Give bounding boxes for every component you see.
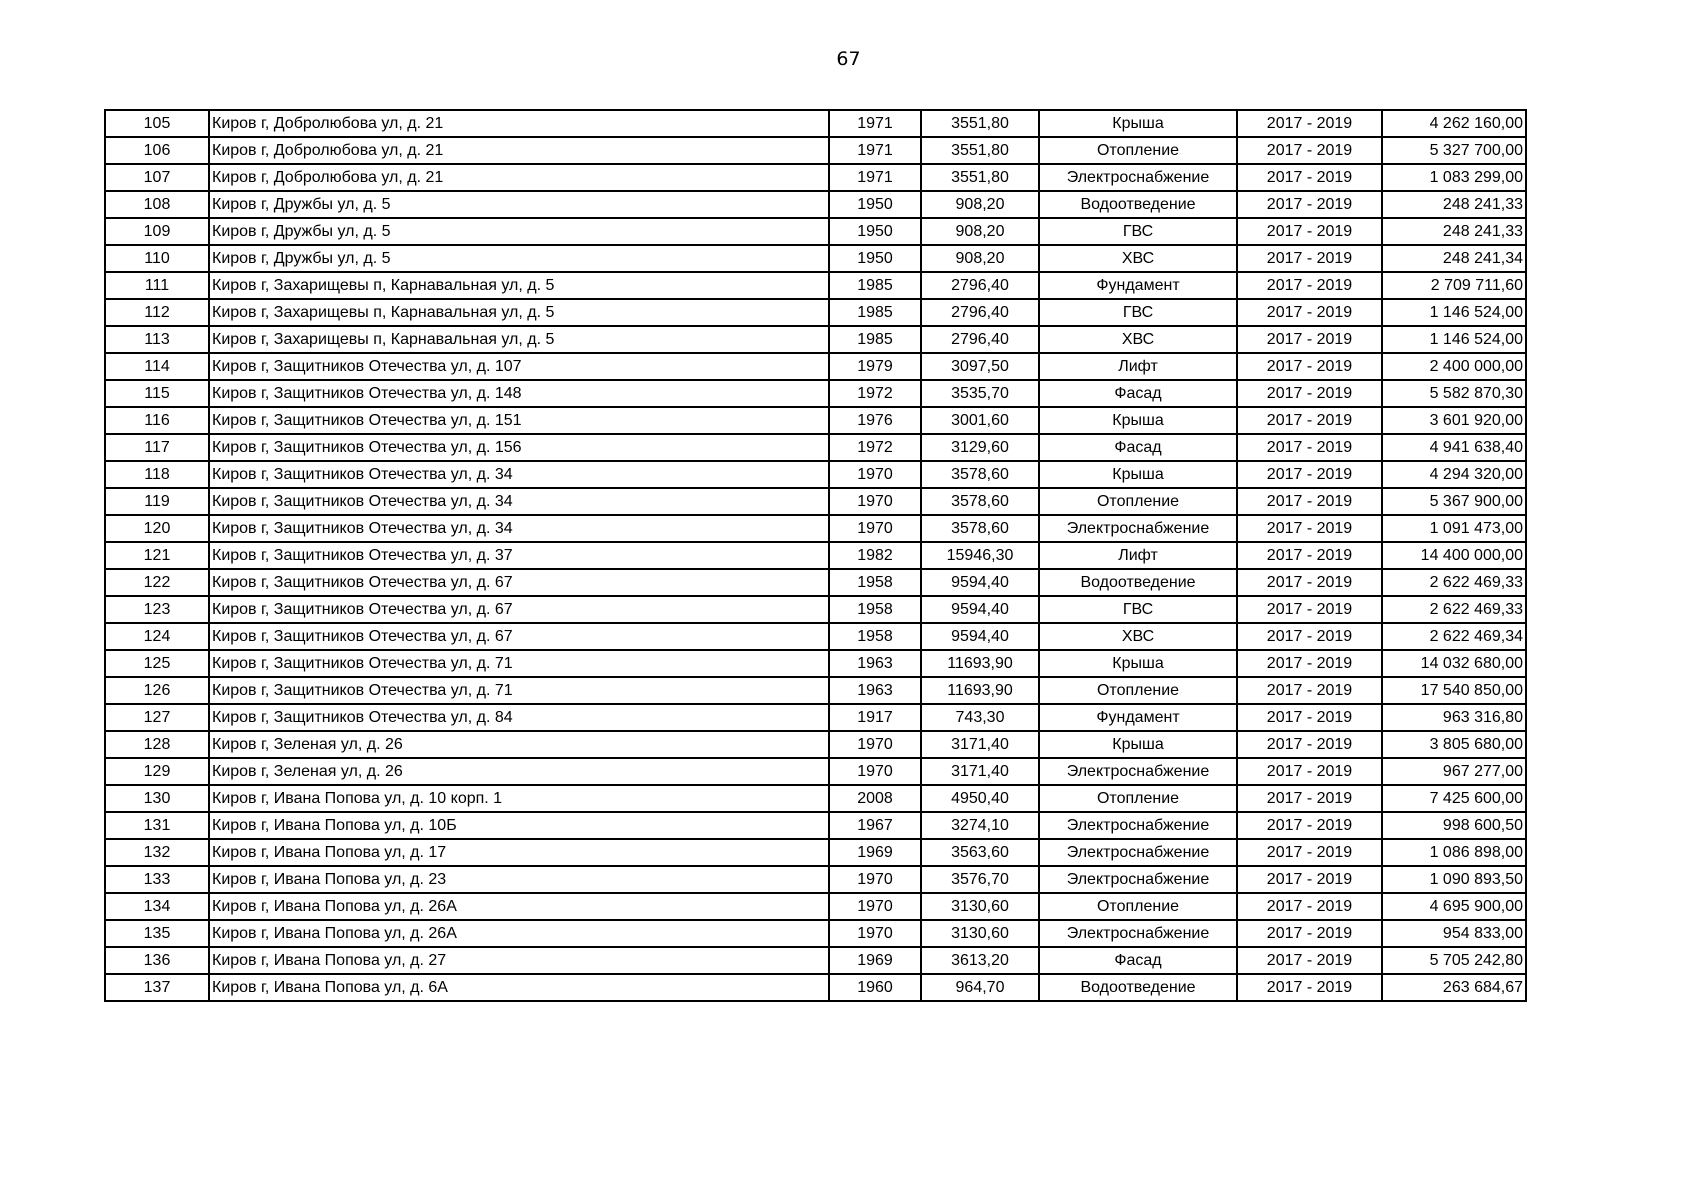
area-cell: 3551,80 [921,164,1039,191]
table-row [105,137,1526,164]
period-cell: 2017 - 2019 [1237,353,1382,380]
table-row [105,353,1526,380]
cost-cell: 2 709 711,60 [1382,272,1526,299]
address-cell: Киров г, Дружбы ул, д. 5 [209,218,829,245]
table-row [105,758,1526,785]
cost-cell: 5 582 870,30 [1382,380,1526,407]
work-type-cell: ГВС [1039,299,1237,326]
row-number-cell: 136 [105,947,209,974]
table-row [105,974,1526,1001]
table-row [105,380,1526,407]
table-row [105,461,1526,488]
cost-cell: 3 601 920,00 [1382,407,1526,434]
table-row [105,245,1526,272]
work-type-cell: Крыша [1039,110,1237,137]
build-year-cell: 1976 [829,407,921,434]
table-row [105,164,1526,191]
table-row [105,704,1526,731]
address-cell: Киров г, Добролюбова ул, д. 21 [209,110,829,137]
address-cell: Киров г, Ивана Попова ул, д. 10 корп. 1 [209,785,829,812]
address-cell: Киров г, Ивана Попова ул, д. 26А [209,893,829,920]
work-type-cell: Электроснабжение [1039,758,1237,785]
area-cell: 3130,60 [921,920,1039,947]
cost-cell: 1 083 299,00 [1382,164,1526,191]
address-cell: Киров г, Защитников Отечества ул, д. 148 [209,380,829,407]
area-cell: 3613,20 [921,947,1039,974]
work-type-cell: Фундамент [1039,272,1237,299]
address-cell: Киров г, Зеленая ул, д. 26 [209,758,829,785]
build-year-cell: 1979 [829,353,921,380]
cost-cell: 4 294 320,00 [1382,461,1526,488]
cost-cell: 1 146 524,00 [1382,299,1526,326]
address-cell: Киров г, Ивана Попова ул, д. 17 [209,839,829,866]
work-type-cell: Отопление [1039,893,1237,920]
work-type-cell: Крыша [1039,407,1237,434]
period-cell: 2017 - 2019 [1237,461,1382,488]
build-year-cell: 1960 [829,974,921,1001]
build-year-cell: 1970 [829,866,921,893]
cost-cell: 5 367 900,00 [1382,488,1526,515]
row-number-cell: 126 [105,677,209,704]
work-type-cell: Электроснабжение [1039,866,1237,893]
cost-cell: 263 684,67 [1382,974,1526,1001]
address-cell: Киров г, Захарищевы п, Карнавальная ул, д. 5 [209,326,829,353]
cost-cell: 17 540 850,00 [1382,677,1526,704]
area-cell: 3563,60 [921,839,1039,866]
table-row [105,272,1526,299]
period-cell: 2017 - 2019 [1237,380,1382,407]
work-type-cell: Лифт [1039,353,1237,380]
work-type-cell: ХВС [1039,245,1237,272]
build-year-cell: 1970 [829,920,921,947]
area-cell: 3129,60 [921,434,1039,461]
period-cell: 2017 - 2019 [1237,245,1382,272]
table-row [105,542,1526,569]
row-number-cell: 134 [105,893,209,920]
row-number-cell: 121 [105,542,209,569]
work-type-cell: Крыша [1039,650,1237,677]
table-row [105,299,1526,326]
period-cell: 2017 - 2019 [1237,731,1382,758]
build-year-cell: 1971 [829,137,921,164]
build-year-cell: 2008 [829,785,921,812]
period-cell: 2017 - 2019 [1237,434,1382,461]
area-cell: 9594,40 [921,623,1039,650]
cost-cell: 2 622 469,33 [1382,596,1526,623]
build-year-cell: 1971 [829,164,921,191]
area-cell: 3576,70 [921,866,1039,893]
build-year-cell: 1963 [829,677,921,704]
row-number-cell: 107 [105,164,209,191]
area-cell: 908,20 [921,191,1039,218]
row-number-cell: 113 [105,326,209,353]
area-cell: 3001,60 [921,407,1039,434]
period-cell: 2017 - 2019 [1237,326,1382,353]
row-number-cell: 128 [105,731,209,758]
row-number-cell: 114 [105,353,209,380]
cost-cell: 2 622 469,33 [1382,569,1526,596]
address-cell: Киров г, Добролюбова ул, д. 21 [209,164,829,191]
area-cell: 2796,40 [921,272,1039,299]
work-type-cell: Крыша [1039,731,1237,758]
period-cell: 2017 - 2019 [1237,920,1382,947]
table-row [105,677,1526,704]
row-number-cell: 120 [105,515,209,542]
build-year-cell: 1972 [829,380,921,407]
table-row [105,326,1526,353]
cost-cell: 14 032 680,00 [1382,650,1526,677]
work-type-cell: Водоотведение [1039,191,1237,218]
table-row [105,110,1526,137]
cost-cell: 2 400 000,00 [1382,353,1526,380]
cost-cell: 2 622 469,34 [1382,623,1526,650]
cost-cell: 3 805 680,00 [1382,731,1526,758]
build-year-cell: 1967 [829,812,921,839]
row-number-cell: 105 [105,110,209,137]
row-number-cell: 108 [105,191,209,218]
address-cell: Киров г, Защитников Отечества ул, д. 34 [209,488,829,515]
row-number-cell: 124 [105,623,209,650]
work-type-cell: Отопление [1039,488,1237,515]
cost-cell: 5 327 700,00 [1382,137,1526,164]
build-year-cell: 1950 [829,191,921,218]
table-row [105,866,1526,893]
area-cell: 908,20 [921,218,1039,245]
address-cell: Киров г, Зеленая ул, д. 26 [209,731,829,758]
build-year-cell: 1958 [829,623,921,650]
build-year-cell: 1958 [829,596,921,623]
area-cell: 3097,50 [921,353,1039,380]
period-cell: 2017 - 2019 [1237,272,1382,299]
cost-cell: 4 941 638,40 [1382,434,1526,461]
address-cell: Киров г, Защитников Отечества ул, д. 34 [209,515,829,542]
period-cell: 2017 - 2019 [1237,785,1382,812]
cost-cell: 1 146 524,00 [1382,326,1526,353]
row-number-cell: 110 [105,245,209,272]
build-year-cell: 1985 [829,299,921,326]
row-number-cell: 122 [105,569,209,596]
address-cell: Киров г, Защитников Отечества ул, д. 71 [209,677,829,704]
cost-cell: 1 086 898,00 [1382,839,1526,866]
build-year-cell: 1970 [829,515,921,542]
address-cell: Киров г, Защитников Отечества ул, д. 34 [209,461,829,488]
period-cell: 2017 - 2019 [1237,542,1382,569]
page-number: 67 [836,48,861,70]
table-row [105,488,1526,515]
registry-table [104,109,1527,1002]
area-cell: 908,20 [921,245,1039,272]
address-cell: Киров г, Защитников Отечества ул, д. 37 [209,542,829,569]
address-cell: Киров г, Захарищевы п, Карнавальная ул, д. 5 [209,299,829,326]
area-cell: 11693,90 [921,650,1039,677]
table-row [105,569,1526,596]
row-number-cell: 129 [105,758,209,785]
area-cell: 3171,40 [921,758,1039,785]
row-number-cell: 127 [105,704,209,731]
table-row [105,812,1526,839]
build-year-cell: 1970 [829,461,921,488]
build-year-cell: 1950 [829,218,921,245]
cost-cell: 4 262 160,00 [1382,110,1526,137]
row-number-cell: 117 [105,434,209,461]
address-cell: Киров г, Защитников Отечества ул, д. 67 [209,623,829,650]
row-number-cell: 133 [105,866,209,893]
cost-cell: 967 277,00 [1382,758,1526,785]
work-type-cell: ХВС [1039,623,1237,650]
area-cell: 4950,40 [921,785,1039,812]
address-cell: Киров г, Добролюбова ул, д. 21 [209,137,829,164]
area-cell: 743,30 [921,704,1039,731]
row-number-cell: 137 [105,974,209,1001]
build-year-cell: 1970 [829,758,921,785]
address-cell: Киров г, Захарищевы п, Карнавальная ул, д. 5 [209,272,829,299]
row-number-cell: 106 [105,137,209,164]
build-year-cell: 1985 [829,272,921,299]
address-cell: Киров г, Дружбы ул, д. 5 [209,191,829,218]
area-cell: 3578,60 [921,515,1039,542]
registry-table-body [105,110,1526,1001]
cost-cell: 963 316,80 [1382,704,1526,731]
work-type-cell: Электроснабжение [1039,515,1237,542]
cost-cell: 1 090 893,50 [1382,866,1526,893]
build-year-cell: 1985 [829,326,921,353]
period-cell: 2017 - 2019 [1237,596,1382,623]
cost-cell: 14 400 000,00 [1382,542,1526,569]
period-cell: 2017 - 2019 [1237,488,1382,515]
period-cell: 2017 - 2019 [1237,812,1382,839]
period-cell: 2017 - 2019 [1237,704,1382,731]
area-cell: 3535,70 [921,380,1039,407]
table-row [105,218,1526,245]
cost-cell: 248 241,33 [1382,191,1526,218]
period-cell: 2017 - 2019 [1237,299,1382,326]
work-type-cell: ГВС [1039,596,1237,623]
period-cell: 2017 - 2019 [1237,164,1382,191]
table-row [105,947,1526,974]
cost-cell: 4 695 900,00 [1382,893,1526,920]
cost-cell: 248 241,33 [1382,218,1526,245]
area-cell: 2796,40 [921,299,1039,326]
work-type-cell: Водоотведение [1039,569,1237,596]
address-cell: Киров г, Защитников Отечества ул, д. 71 [209,650,829,677]
build-year-cell: 1970 [829,893,921,920]
area-cell: 3551,80 [921,110,1039,137]
work-type-cell: ГВС [1039,218,1237,245]
area-cell: 9594,40 [921,596,1039,623]
work-type-cell: Электроснабжение [1039,920,1237,947]
area-cell: 9594,40 [921,569,1039,596]
area-cell: 2796,40 [921,326,1039,353]
work-type-cell: Отопление [1039,785,1237,812]
table-row [105,623,1526,650]
address-cell: Киров г, Защитников Отечества ул, д. 67 [209,569,829,596]
period-cell: 2017 - 2019 [1237,839,1382,866]
work-type-cell: Отопление [1039,137,1237,164]
address-cell: Киров г, Защитников Отечества ул, д. 107 [209,353,829,380]
address-cell: Киров г, Ивана Попова ул, д. 23 [209,866,829,893]
period-cell: 2017 - 2019 [1237,650,1382,677]
address-cell: Киров г, Ивана Попова ул, д. 6А [209,974,829,1001]
period-cell: 2017 - 2019 [1237,947,1382,974]
row-number-cell: 131 [105,812,209,839]
period-cell: 2017 - 2019 [1237,974,1382,1001]
address-cell: Киров г, Защитников Отечества ул, д. 67 [209,596,829,623]
table-row [105,839,1526,866]
row-number-cell: 112 [105,299,209,326]
row-number-cell: 119 [105,488,209,515]
build-year-cell: 1971 [829,110,921,137]
row-number-cell: 123 [105,596,209,623]
table-row [105,515,1526,542]
area-cell: 3274,10 [921,812,1039,839]
row-number-cell: 115 [105,380,209,407]
work-type-cell: Фасад [1039,434,1237,461]
area-cell: 3551,80 [921,137,1039,164]
period-cell: 2017 - 2019 [1237,893,1382,920]
address-cell: Киров г, Ивана Попова ул, д. 26А [209,920,829,947]
address-cell: Киров г, Ивана Попова ул, д. 10Б [209,812,829,839]
address-cell: Киров г, Защитников Отечества ул, д. 151 [209,407,829,434]
row-number-cell: 111 [105,272,209,299]
table-row [105,191,1526,218]
build-year-cell: 1950 [829,245,921,272]
area-cell: 11693,90 [921,677,1039,704]
cost-cell: 248 241,34 [1382,245,1526,272]
table-row [105,650,1526,677]
period-cell: 2017 - 2019 [1237,758,1382,785]
table-row [105,731,1526,758]
table-row [105,893,1526,920]
row-number-cell: 118 [105,461,209,488]
area-cell: 3578,60 [921,461,1039,488]
row-number-cell: 109 [105,218,209,245]
build-year-cell: 1970 [829,488,921,515]
work-type-cell: Электроснабжение [1039,839,1237,866]
area-cell: 3130,60 [921,893,1039,920]
build-year-cell: 1917 [829,704,921,731]
work-type-cell: Фасад [1039,947,1237,974]
row-number-cell: 135 [105,920,209,947]
work-type-cell: Отопление [1039,677,1237,704]
build-year-cell: 1972 [829,434,921,461]
row-number-cell: 116 [105,407,209,434]
area-cell: 3171,40 [921,731,1039,758]
cost-cell: 5 705 242,80 [1382,947,1526,974]
build-year-cell: 1958 [829,569,921,596]
cost-cell: 954 833,00 [1382,920,1526,947]
cost-cell: 998 600,50 [1382,812,1526,839]
period-cell: 2017 - 2019 [1237,407,1382,434]
area-cell: 964,70 [921,974,1039,1001]
period-cell: 2017 - 2019 [1237,191,1382,218]
row-number-cell: 132 [105,839,209,866]
period-cell: 2017 - 2019 [1237,137,1382,164]
period-cell: 2017 - 2019 [1237,623,1382,650]
build-year-cell: 1970 [829,731,921,758]
row-number-cell: 125 [105,650,209,677]
row-number-cell: 130 [105,785,209,812]
work-type-cell: ХВС [1039,326,1237,353]
work-type-cell: Электроснабжение [1039,812,1237,839]
build-year-cell: 1982 [829,542,921,569]
period-cell: 2017 - 2019 [1237,677,1382,704]
table-row [105,785,1526,812]
work-type-cell: Лифт [1039,542,1237,569]
cost-cell: 7 425 600,00 [1382,785,1526,812]
work-type-cell: Электроснабжение [1039,164,1237,191]
period-cell: 2017 - 2019 [1237,569,1382,596]
area-cell: 15946,30 [921,542,1039,569]
work-type-cell: Фундамент [1039,704,1237,731]
work-type-cell: Фасад [1039,380,1237,407]
period-cell: 2017 - 2019 [1237,866,1382,893]
work-type-cell: Крыша [1039,461,1237,488]
table-row [105,434,1526,461]
address-cell: Киров г, Ивана Попова ул, д. 27 [209,947,829,974]
build-year-cell: 1969 [829,947,921,974]
address-cell: Киров г, Дружбы ул, д. 5 [209,245,829,272]
address-cell: Киров г, Защитников Отечества ул, д. 84 [209,704,829,731]
build-year-cell: 1969 [829,839,921,866]
table-row [105,920,1526,947]
period-cell: 2017 - 2019 [1237,515,1382,542]
table-row [105,596,1526,623]
address-cell: Киров г, Защитников Отечества ул, д. 156 [209,434,829,461]
area-cell: 3578,60 [921,488,1039,515]
work-type-cell: Водоотведение [1039,974,1237,1001]
table-row [105,407,1526,434]
build-year-cell: 1963 [829,650,921,677]
cost-cell: 1 091 473,00 [1382,515,1526,542]
period-cell: 2017 - 2019 [1237,218,1382,245]
period-cell: 2017 - 2019 [1237,110,1382,137]
